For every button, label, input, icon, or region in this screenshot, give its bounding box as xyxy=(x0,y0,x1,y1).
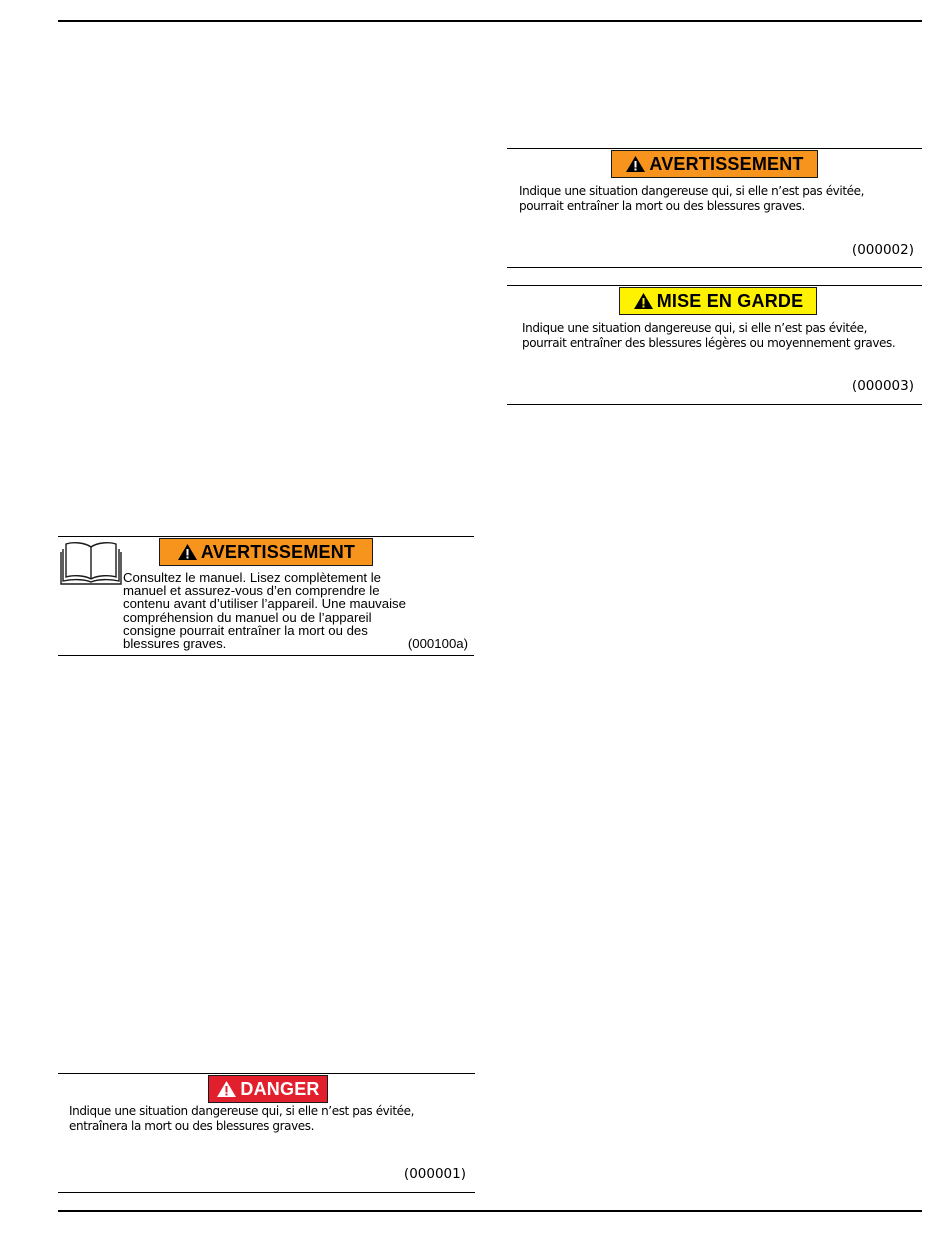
caution-text-line: Indique une situation dangereuse qui, si elle n’est pas évitée, xyxy=(522,321,868,335)
danger-text-line: Indique une situation dangereuse qui, si elle n’est pas évitée, xyxy=(69,1104,415,1118)
caution-code: (000003) xyxy=(851,378,914,394)
warning-triangle-icon xyxy=(625,155,646,173)
danger-box xyxy=(58,1073,475,1193)
caution-text-line: pourrait entraîner des blessures légères ou moyennement graves. xyxy=(522,336,896,350)
manual-text-line: compréhension du manuel ou de l’appareil xyxy=(123,609,372,625)
warning-code: (000002) xyxy=(851,242,914,258)
caution-signal-label xyxy=(619,287,817,315)
caution-signal-word: MISE EN GARDE xyxy=(656,291,804,311)
warning-box xyxy=(507,148,922,268)
caution-text xyxy=(522,321,895,351)
manual-text-line: blessures graves. xyxy=(123,636,227,652)
danger-text xyxy=(69,1104,414,1134)
warning-signal-word: AVERTISSEMENT xyxy=(649,154,804,174)
caution-box xyxy=(507,285,922,405)
book-icon xyxy=(60,541,122,585)
danger-text-line: entraînera la mort ou des blessures graves. xyxy=(69,1119,315,1133)
warning-text-line: pourrait entraîner la mort ou des blessures graves. xyxy=(519,199,805,213)
bottom-rule xyxy=(58,1210,922,1212)
manual-warning-box xyxy=(58,536,474,656)
manual-signal-label xyxy=(159,538,373,566)
top-rule xyxy=(58,20,922,22)
danger-signal-word: DANGER xyxy=(240,1079,320,1099)
warning-signal-label xyxy=(611,150,818,178)
warning-text xyxy=(519,184,864,214)
manual-signal-word: AVERTISSEMENT xyxy=(200,542,356,562)
warning-triangle-icon xyxy=(216,1080,237,1098)
manual-text-line: manuel et assurez-vous d’en comprendre le xyxy=(123,583,380,599)
warning-text-line: Indique une situation dangereuse qui, si elle n’est pas évitée, xyxy=(519,184,865,198)
manual-text xyxy=(123,571,406,650)
warning-triangle-icon xyxy=(177,543,198,561)
manual-text-line: Consultez le manuel. Lisez complètement le xyxy=(123,570,382,585)
danger-code: (000001) xyxy=(403,1166,466,1182)
warning-triangle-icon xyxy=(633,292,654,310)
manual-text-line: contenu avant d’utiliser l’appareil. Une mauvaise xyxy=(123,596,406,612)
manual-code: (000100a) xyxy=(407,636,468,651)
danger-signal-label xyxy=(208,1075,328,1103)
manual-text-line: consigne pourrait entraîner la mort ou des xyxy=(123,622,368,638)
